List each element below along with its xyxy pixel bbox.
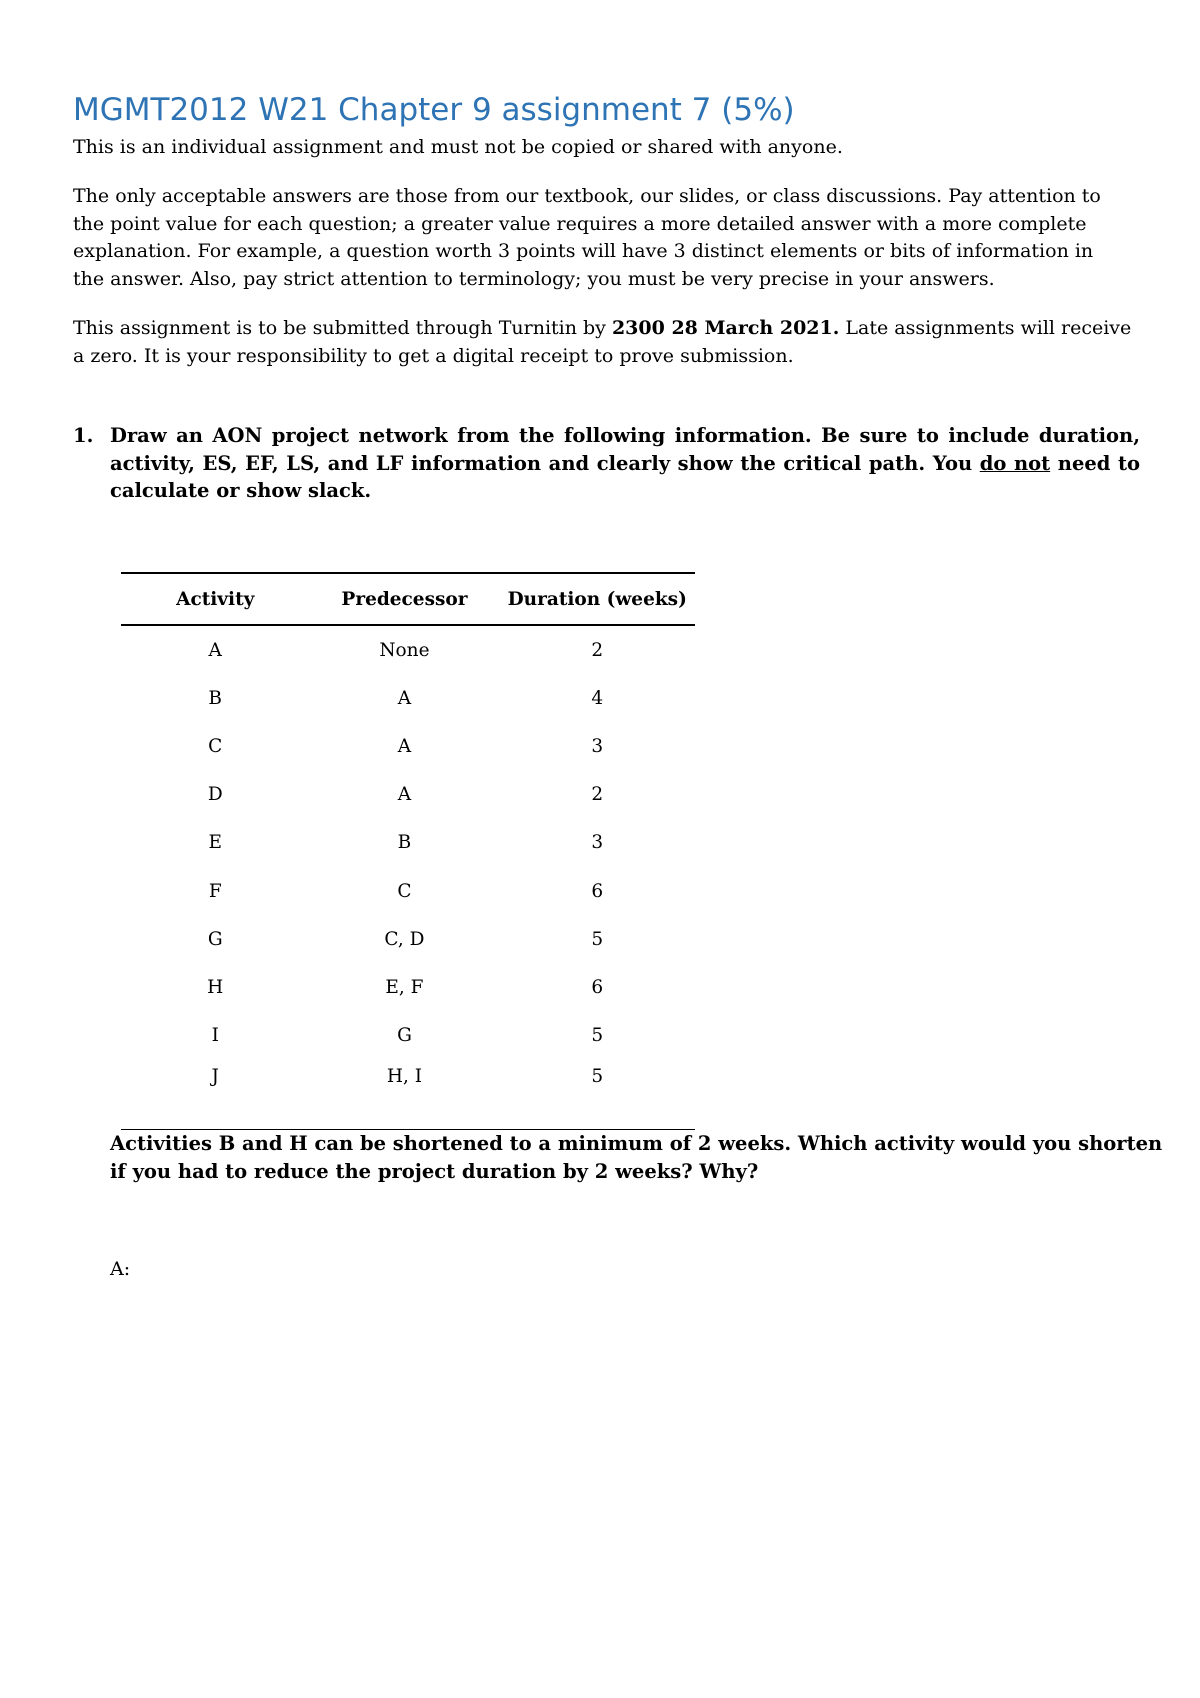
submission-suffix: Late assignments will receive: [839, 317, 1132, 339]
header-duration: Duration (weeks): [499, 573, 695, 625]
instructions-line-3: explanation. For example, a question worth 3 points will have 3 distinct elements or bits of information in: [73, 240, 1094, 262]
table-row: [121, 771, 695, 819]
cell-predecessor: C: [397, 880, 412, 902]
question-2-line-1: Activities B and H can be shortened to a minimum of 2 weeks. Which activity would you shorten: [110, 1132, 1163, 1155]
cell-activity: J: [121, 1060, 309, 1130]
answer-label: A:: [110, 1258, 131, 1280]
question-2-text: [110, 1130, 1163, 1185]
question-1-line-2b: need to: [1050, 451, 1141, 475]
cell-duration: 6: [591, 976, 604, 998]
cell-predecessor: H, I: [309, 1060, 499, 1130]
cell-activity: A: [208, 639, 222, 661]
table-row: [121, 915, 695, 963]
answer-area[interactable]: [110, 1256, 130, 1284]
question-1-text: [110, 422, 1140, 505]
cell-duration: 2: [591, 639, 604, 661]
submission-prefix: This assignment is to be submitted through Turnitin by: [73, 317, 612, 339]
question-1-line-2: [110, 450, 1140, 478]
cell-activity: B: [208, 687, 223, 709]
table-row: [121, 625, 695, 674]
submission-line-2: a zero. It is your responsibility to get a digital receipt to prove submission.: [73, 344, 794, 367]
intro-line: This is an individual assignment and must not be copied or shared with anyone.: [73, 136, 843, 158]
cell-predecessor: C, D: [384, 928, 425, 950]
table-row: [121, 674, 695, 722]
question-1-line-1: Draw an AON project network from the following information. Be sure to include duration,: [110, 424, 1140, 447]
question-2-line-2: if you had to reduce the project duration by 2 weeks? Why?: [110, 1159, 759, 1183]
cell-predecessor: None: [379, 639, 430, 661]
cell-predecessor: B: [397, 832, 412, 854]
cell-duration: 5: [499, 1060, 695, 1130]
cell-predecessor: E, F: [385, 976, 424, 998]
table-row: [121, 819, 695, 867]
question-1-emphasis: do not: [979, 451, 1051, 475]
instructions-line-1: The only acceptable answers are those from our textbook, our slides, or class discussions. Pay attention to: [73, 185, 1101, 207]
table-header-row: [121, 573, 695, 625]
cell-activity: E: [208, 832, 222, 854]
cell-predecessor: A: [397, 687, 412, 709]
page-title: MGMT2012 W21 Chapter 9 assignment 7 (5%): [73, 92, 795, 128]
instructions-line-2: the point value for each question; a greater value requires a more detailed answer with a more complete: [73, 212, 1087, 235]
table-row: [121, 1012, 695, 1060]
cell-predecessor: A: [397, 735, 412, 757]
header-activity: Activity: [121, 573, 309, 625]
question-1-number: 1.: [73, 424, 94, 447]
cell-activity: C: [208, 735, 223, 757]
cell-activity: H: [207, 976, 224, 998]
submission-line-1: [73, 315, 1131, 343]
cell-activity: F: [208, 880, 222, 902]
cell-predecessor: A: [397, 784, 412, 806]
cell-duration: 6: [591, 880, 604, 902]
cell-duration: 3: [591, 832, 604, 854]
instructions-line-4: the answer. Also, pay strict attention to terminology; you must be very precise in your answers.: [73, 267, 995, 290]
cell-duration: 3: [591, 735, 604, 757]
table-row: [121, 722, 695, 770]
intro-text: [73, 134, 843, 162]
question-1-line-2a: activity, ES, EF, LS, and LF information and clearly show the critical path. You: [110, 451, 980, 475]
cell-duration: 5: [591, 1025, 604, 1047]
instructions-paragraph: [73, 183, 1101, 293]
submission-deadline: 2300 28 March 2021.: [611, 317, 840, 339]
cell-activity: G: [207, 928, 223, 950]
table-row: [121, 867, 695, 915]
cell-duration: 4: [591, 687, 604, 709]
table-row: [121, 963, 695, 1011]
question-1-line-3: calculate or show slack.: [110, 479, 372, 502]
cell-duration: 2: [591, 784, 604, 806]
table-row: [121, 1060, 695, 1130]
activity-table: [121, 572, 695, 1130]
cell-activity: D: [207, 784, 223, 806]
cell-activity: I: [211, 1025, 219, 1047]
cell-predecessor: G: [397, 1025, 412, 1047]
header-predecessor: Predecessor: [309, 573, 499, 625]
submission-paragraph: [73, 315, 1131, 370]
cell-duration: 5: [591, 928, 604, 950]
